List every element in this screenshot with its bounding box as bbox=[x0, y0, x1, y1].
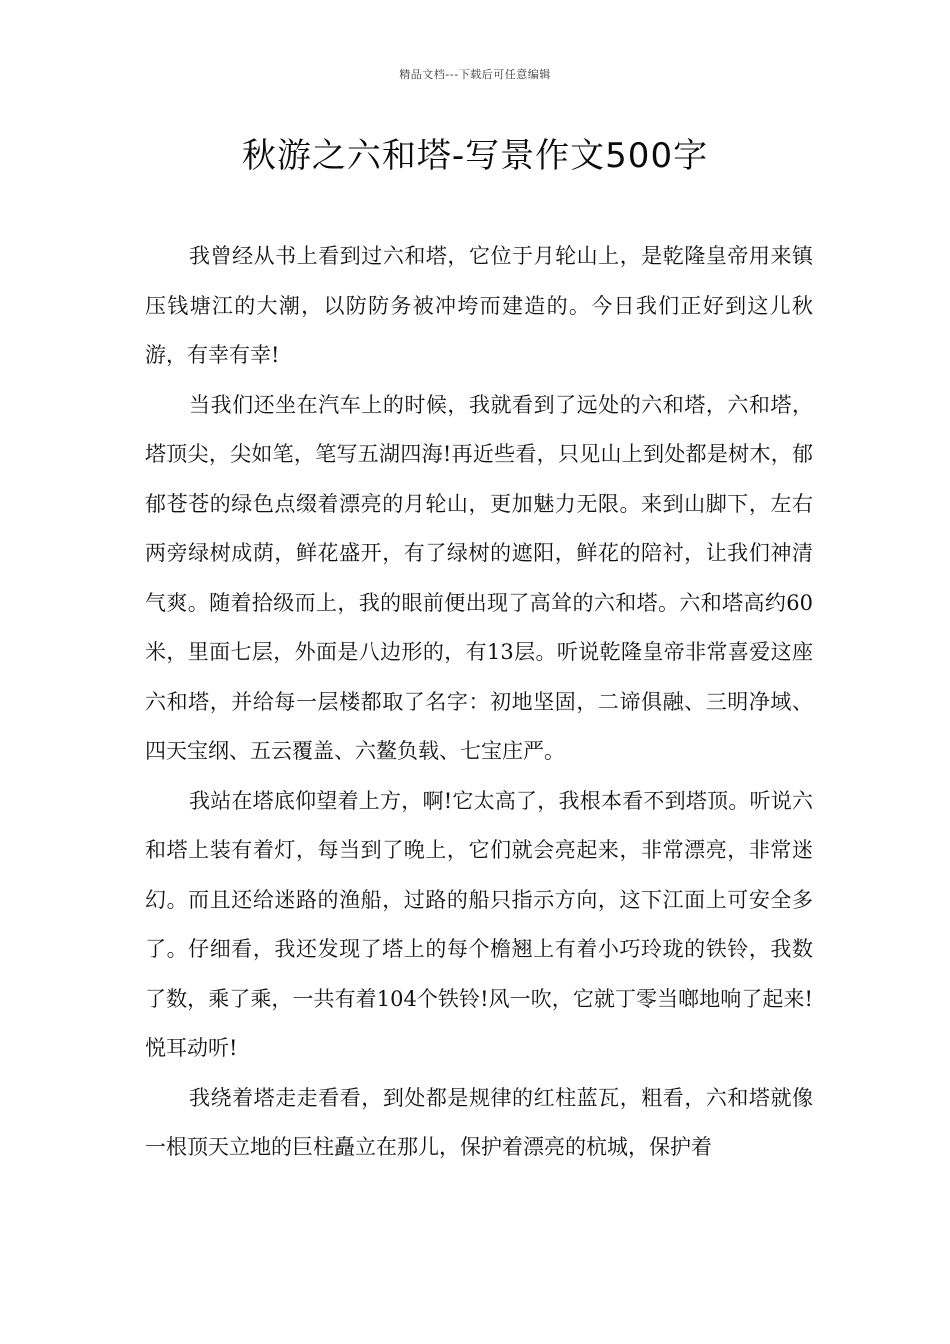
document-title: 秋游之六和塔-写景作文500字 bbox=[241, 136, 709, 176]
paragraph: 当我们还坐在汽车上的时候，我就看到了远处的六和塔，六和塔，塔顶尖，尖如笔，笔写五湖四海!再近些看，只见山上到处都是树木，郁郁苍苍的绿色点缀着漂亮的月轮山，更加魅力无限。来到山脚下，左右两旁绿树成荫，鲜花盛开，有了绿树的遮阳，鲜花的陪衬，让我们神清气爽。随着拾级而上，我的眼前便出现了高耸的六和塔。六和塔高约60米，里面七层，外面是八边形的，有13层。听说乾隆皇帝非常喜爱这座六和塔，并给每一层楼都取了名字：初地坚固，二谛俱融、三明净域、四天宝纲、五云覆盖、六鳌负载、七宝庄严。 bbox=[145, 392, 813, 763]
paragraph: 我绕着塔走走看看，到处都是规律的红柱蓝瓦，粗看，六和塔就像一根顶天立地的巨柱矗立在那儿，保护着漂亮的杭城，保护着 bbox=[145, 1085, 813, 1159]
paragraph: 我站在塔底仰望着上方，啊!它太高了，我根本看不到塔顶。听说六和塔上装有着灯，每当到了晚上，它们就会亮起来，非常漂亮，非常迷幻。而且还给迷路的渔船，过路的船只指示方向，这下江面上可安全多了。仔细看，我还发现了塔上的每个檐翘上有着小巧玲珑的铁铃，我数了数，乘了乘，一共有着104个铁铃!风一吹，它就丁零当啷地响了起来!悦耳动听! bbox=[145, 788, 813, 1060]
page-header: 精品文档---下载后可任意编辑 bbox=[399, 68, 551, 81]
paragraph: 我曾经从书上看到过六和塔，它位于月轮山上，是乾隆皇帝用来镇压钱塘江的大潮，以防防务被冲垮而建造的。今日我们正好到这儿秋游，有幸有幸! bbox=[145, 244, 813, 367]
article-body bbox=[145, 232, 813, 1173]
